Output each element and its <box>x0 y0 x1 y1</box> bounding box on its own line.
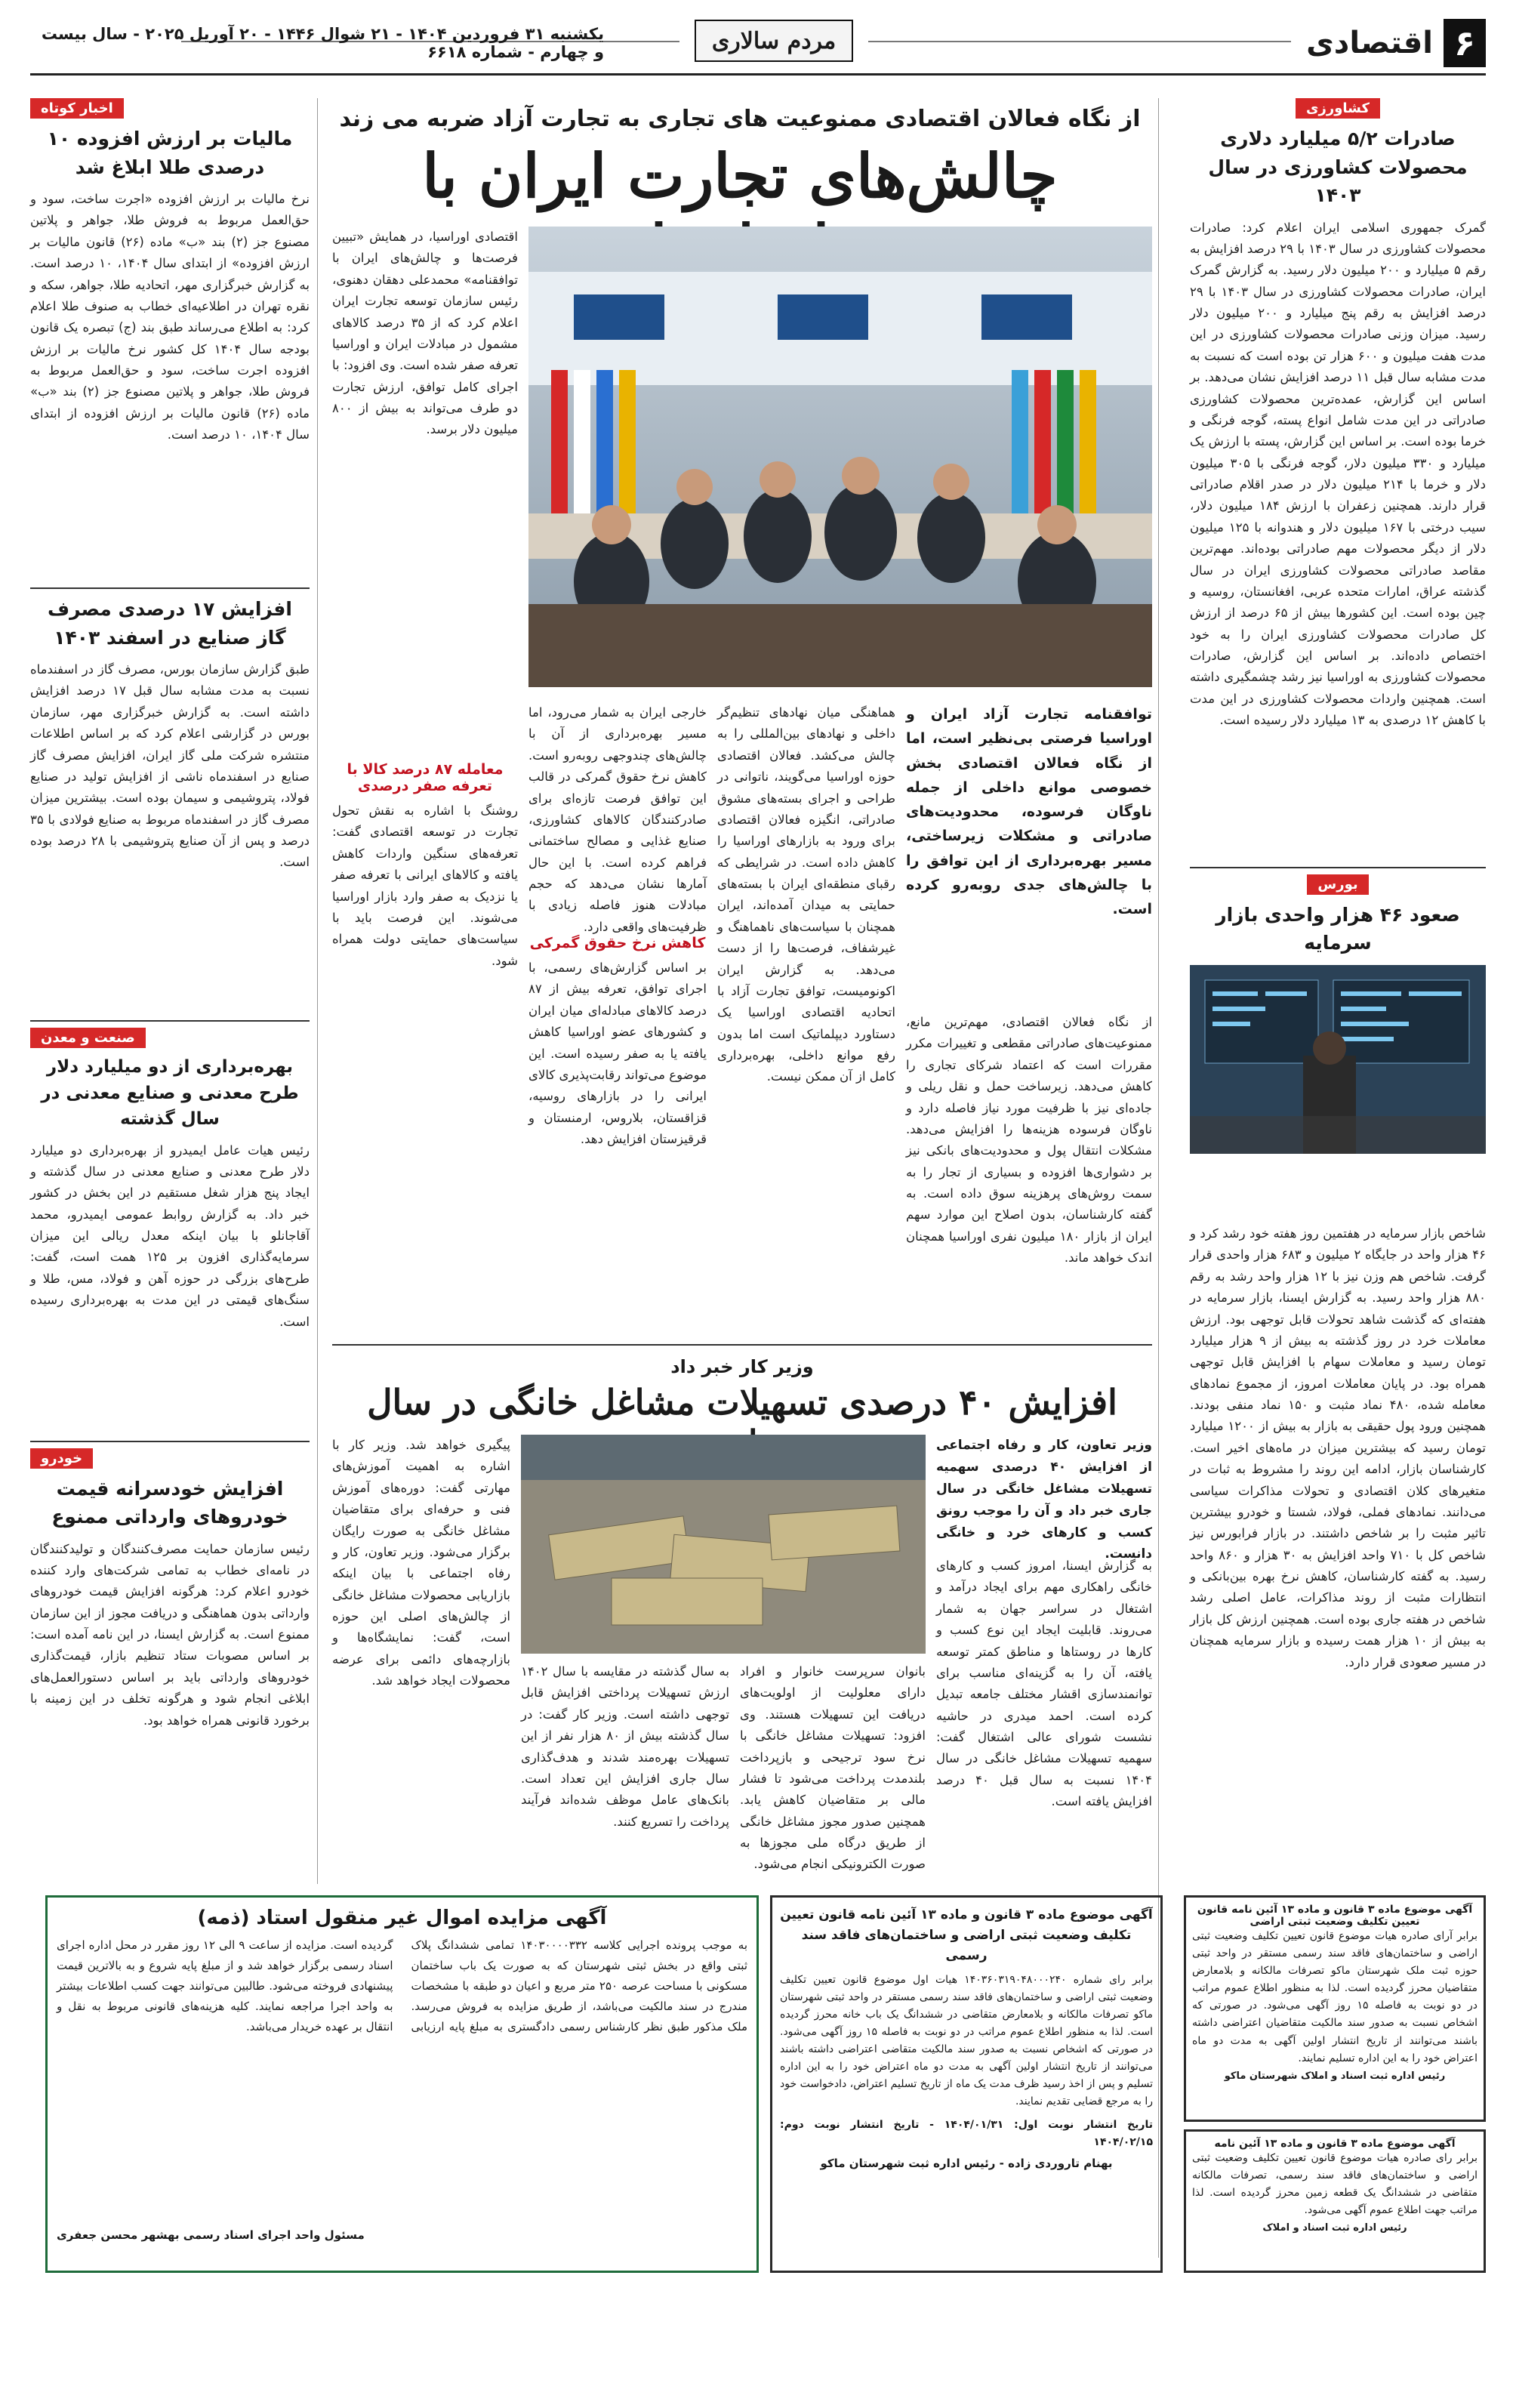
page-number: ۶ <box>1444 19 1486 67</box>
kicker-short-news: اخبار کوتاه <box>30 98 124 119</box>
section-divider <box>332 1344 1152 1346</box>
notice-1-body: برابر آرای صادره هیات موضوع قانون تعیین تکلیف وضعیت ثبتی اراضی و ساختمان‌های فاقد سند رسمی مستقر در واحد ثبتی حوزه ثبت ملک شهرستان ماکو تصرفات مالکانه و بلامعارض متقاضیان محرز گردیده است. لذا به منظور اطلاع عموم مراتب در دو نوبت به فاصله ۱۵ روز آگهی می‌شود. در صورتی که اشخاص نسبت به صدور سند مالکیت متقاضیان اعتراضی داشته باشند می‌توانند از تاریخ انتشار اولین آگهی به مدت دو ماه اعتراض خود را به این اداره تسلیم نمایند. <box>1192 1930 1478 2064</box>
section-name: اقتصادی <box>1306 26 1433 60</box>
zero-tariff-subhead: معامله ۸۷ درصد کالا با تعرفه صفر درصدی <box>347 761 504 794</box>
customs-subhead: کاهش نرخ حقوق گمرکی <box>529 935 706 951</box>
bottom-col-3: به سال گذشته در مقایسه با سال ۱۴۰۲ ارزش تسهیلات پرداختی افزایش قابل توجهی داشته است. وزیر کار گفت: در سال گذشته بیش از ۸۰ هزار نفر از این تسهیلات بهره‌مند شدند و هدف‌گذاری سال جاری افزایش این تعداد است. بانک‌های عامل موظف شده‌اند فرآیند پرداخت را تسریع کنند. <box>521 1664 729 1829</box>
legal-notice-4 <box>1184 2129 1486 2273</box>
kicker-agriculture: کشاورزی <box>1296 98 1380 119</box>
divider <box>30 587 310 589</box>
bottom-col-4: پیگیری خواهد شد. وزیر کار با اشاره به اهمیت آموزش‌های مهارتی گفت: دوره‌های آموزش فنی و حرفه‌ای برای متقاضیان مشاغل خانگی به صورت رایگان برگزار می‌شود. وزیر تعاون، کار و رفاه اجتماعی با بیان اینکه بازاریابی محصولات مشاغل خانگی از چالش‌های اصلی این حوزه است، گفت: نمایشگاه‌ها و بازارچه‌های دائمی برای عرضه محصولات ایجاد خواهد شد. <box>332 1438 510 1688</box>
kicker-auto: خودرو <box>30 1448 93 1469</box>
main-col-3-text-b: بر اساس گزارش‌های رسمی، با اجرای توافق، تعرفه بیش از ۸۷ درصد کالاهای مبادله‌ای میان ایران و کشورهای عضو اوراسیا کاهش یافته یا به صفر رسیده است. این موضوع می‌تواند رقابت‌پذیری کالای ایرانی را در بازارهای روسیه، قزاقستان، بلاروس، ارمنستان و قرقیزستان افزایش دهد. <box>528 960 707 1146</box>
notice-2-body: برابر رای شماره ۱۴۰۳۶۰۳۱۹۰۴۸۰۰۰۲۴۰ هیات اول موضوع قانون تعیین تکلیف وضعیت ثبتی اراضی و ساختمان‌های فاقد سند رسمی مستقر در واحد ثبتی شهرستان ماکو تصرفات مالکانه و بلامعارض متقاضی در ششدانگ یک باب خانه محرز گردیده است. لذا به منظور اطلاع عموم مراتب در دو نوبت به فاصله ۱۵ روز آگهی می‌شود. در صورتی که اشخاص نسبت به صدور سند مالکیت متقاضی اعتراضی داشته باشند می‌توانند از تاریخ انتشار اولین آگهی به مدت دو ماه اعتراض خود را به این اداره تسلیم و پس از اخذ رسید ظرف مدت یک ماه از تاریخ تسلیم اعتراض، دادخواست خود را به مرجع قضایی تقدیم نمایند. <box>780 1973 1154 2108</box>
main-col-4-text-b: روشنگ با اشاره به نقش تحول تجارت در توسعه اقتصادی گفت: تعرفه‌های سنگین واردات کاهش یافته و کالاهای ایرانی با تعرفه صفر یا نزدیک به صفر وارد بازار اوراسیا می‌شوند. این فرصت باید با سیاست‌های حمایتی دولت همراه شود. <box>332 803 518 968</box>
left-column <box>30 98 310 1880</box>
masthead-rule <box>868 41 1291 42</box>
gas-body: طبق گزارش سازمان بورس، مصرف گاز در اسفندماه نسبت به مدت مشابه سال قبل ۱۷ درصد افزایش داشته است. به گزارش خبرگزاری مهر، سازمان بورس در گزارشی اعلام کرد که بر اساس اطلاعات منتشره شرکت ملی گاز ایران، افزایش مصرف گاز صنایع در اسفندماه ناشی از افزایش تولید در صنایع فولاد، پتروشیمی و سیمان بوده است. بیشترین میزان مصرف گاز در اسفندماه مربوط به صنایع فولادی با ۳۵ درصد و پس از آن صنایع پتروشیمی با ۲۸ درصد بوده است. <box>30 662 310 870</box>
auction-signature: مسئول واحد اجرای اسناد رسمی بهشهر محسن جعفری <box>57 2228 365 2242</box>
notice-2-signature: بهنام تاروردی زاده - رئیس اداره ثبت شهرستان ماکو <box>820 2156 1113 2170</box>
banknotes-illustration <box>521 1435 926 1654</box>
auto-body: رئیس سازمان حمایت مصرف‌کنندگان و تولیدکنندگان در نامه‌ای خطاب به تمامی شرکت‌های وارد کننده خودرو اعلام کرد: هرگونه افزایش قیمت خودروهای وارداتی بدون هماهنگی و دریافت مجوز از این سازمان ممنوع است. به گزارش ایسنا، در این نامه آمده است: بر اساس مصوبات ستاد تنظیم بازار، قیمت‌گذاری خودروهای وارداتی باید بر اساس دستورالعمل‌های ابلاغی انجام شود و هرگونه تخلف در این زمینه با برخورد قانونی همراه خواهد بود. <box>30 1541 310 1728</box>
main-col-3-text: خارجی ایران به شمار می‌رود، اما مسیر بهره‌برداری از آن با چالش‌های چندوجهی روبه‌رو است. کاهش نرخ حقوق گمرکی در قالب این توافق فرصت تازه‌ای برای صادرکنندگان کالاهای کشاورزی، صنایع غذایی و مصالح ساختمانی فراهم کرده است. با این حال آمارها نشان می‌دهد که حجم مبادلات هنوز فاصله زیادی با ظرفیت‌های واقعی دارد. <box>528 705 707 934</box>
conference-illustration <box>528 227 1152 687</box>
masthead <box>30 14 1486 76</box>
notice-2-dates: تاریخ انتشار نوبت اول: ۱۴۰۴/۰۱/۳۱ - تاریخ انتشار نوبت دوم: ۱۴۰۴/۰۲/۱۵ <box>780 2119 1154 2149</box>
bottom-col-1: به گزارش ایسنا، امروز کسب و کارهای خانگی راهکاری مهم برای ایجاد درآمد و اشتغال در سراسر جهان به شمار می‌روند. قابلیت ایجاد این نوع کسب و کارها در روستاها و مناطق کمتر توسعه یافته، آن را به گزینه‌ای مناسب برای توانمندسازی اقشار مختلف جامعه تبدیل کرده است. احمد میدری در حاشیه نشست شورای عالی اشتغال گفت: سهمیه تسهیلات مشاغل خانگی در سال ۱۴۰۴ نسبت به سال قبل ۴۰ درصد افزایش یافته است. <box>936 1559 1153 1809</box>
gas-headline: افزایش ۱۷ درصدی مصرف گاز صنایع در اسفند ۱۴۰۳ <box>48 598 292 649</box>
column-divider <box>317 98 318 1884</box>
vat-gold-body: نرخ مالیات بر ارزش افزوده «اجرت ساخت، سود و حق‌العمل مربوط به فروش طلا، جواهر و پلاتین مصنوع جز (۲) بند «ب» ماده (۲۶) قانون مالیات بر ارزش افزوده» از ابتدای سال ۱۴۰۴، ۱۰ درصد است. به گزارش خبرگزاری مهر، اتحادیه طلا، جواهر، سکه و نقره تهران در اطلاعیه‌ای خطاب به صنوف طلا اعلام کرد: به اطلاع می‌رساند طبق بند (ج) تبصره یک قانون بودجه سال ۱۴۰۴ کل کشور نرخ مالیات بر ارزش افزوده اجرت ساخت، سود و حق‌العمل مربوط به فروش طلا، جواهر و پلاتین مصنوع جز (۲) بند «ب» ماده (۲۶) قانون مالیات بر ارزش افزوده از ابتدای سال ۱۴۰۴، ۱۰ درصد است. <box>30 192 310 442</box>
kicker-bourse: بورس <box>1307 874 1368 895</box>
bourse-body: شاخص بازار سرمایه در هفتمین روز هفته خود رشد کرد و ۴۶ هزار واحد در جایگاه ۲ میلیون و ۶۸۳ هزار واحدی قرار گرفت. شاخص هم وزن نیز با ۱۲ هزار واحد رشد به رقم ۸۸۰ هزار واحد رسید. به گزارش ایسنا، بازار سرمایه در هفته‌ای که گذشت شاهد تحولات قابل توجهی بود. ارزش معاملات خرد در روز گذشته به بیش از ۹ هزار میلیارد تومان رسید و معاملات سهام با افزایش قابل توجهی همراه بود. در پایان معاملات امروز، از مجموع نمادهای معامله شده، ۴۸۰ نماد مثبت و ۱۵۰ نماد منفی بودند. همچنین ورود پول حقیقی به بازار به بیش از ۱۲۰۰ میلیارد تومان رسید که بیشترین میزان در ماه‌های اخیر است. کارشناسان بازار، ادامه این روند را مشروط به ثبات در متغیرهای کلان اقتصادی و تحولات مذاکرات سیاسی می‌دانند. نمادهای فملی، فولاد، شستا و خودرو بیشترین تاثیر مثبت را بر شاخص داشتند. در بازار فرابورس نیز شاخص کل با ۷۱۰ واحد افزایش به ۳۰ هزار و ۸۶۰ واحد رسید. به گفته کارشناسان، کاهش نرخ بهره بین‌بانکی و انتظارات مثبت از روند مذاکرات، عامل اصلی رشد شاخص در هفته جاری بوده است. همچنین ارزش کل بازار به بیش از ۱۰ هزار همت رسیده و بازار سرمایه همچنان در مسیر صعودی قرار دارد. <box>1190 1226 1487 1670</box>
notice-4-body: برابر رای صادره هیات موضوع قانون تعیین تکلیف وضعیت ثبتی اراضی و ساختمان‌های فاقد سند رسمی، تصرفات مالکانه متقاضی در ششدانگ یک قطعه زمین محرز گردیده است. لذا مراتب جهت اطلاع عموم آگهی می‌شود. <box>1192 2152 1477 2217</box>
agri-body: گمرک جمهوری اسلامی ایران اعلام کرد: صادرات محصولات کشاورزی در سال ۱۴۰۳ با ۲۹ درصد افزایش به رقم ۵ میلیارد و ۲۰۰ میلیون دلار رسید. به گزارش گمرک ایران، صادرات محصولات کشاورزی در سال ۱۴۰۳ با ۲۹ درصد افزایش به رقم پنج میلیارد و ۲۰۰ میلیون دلار رسید. میزان وزنی صادرات محصولات کشاورزی در این مدت هفت میلیون و ۶۰۰ هزار تن بوده است که نسبت به مدت مشابه سال قبل ۱۱ درصد افزایش نشان می‌دهد. بر اساس این گزارش، عمده‌ترین محصولات کشاورزی صادراتی در این مدت شامل انواع پسته، گوجه فرنگی و خرما بوده است. بر اساس این گزارش، پسته با ارزش یک میلیارد و ۳۳۰ میلیون دلار، گوجه فرنگی با ۳۰۵ میلیون دلار و خرما با ۲۱۴ میلیون دلار در صدر اقلام صادراتی قرار دارند. همچنین زعفران با ارزش ۱۸۴ میلیون دلار، سیب درختی با ۱۶۷ میلیون دلار و هندوانه با ۱۲۵ میلیون دلار از دیگر محصولات مهم صادراتی بوده‌اند. مهم‌ترین مقاصد صادراتی محصولات کشاورزی ایران در سال گذشته عراق، امارات متحده عربی، افغانستان، روسیه و چین بوده است. این کشورها بیش از ۶۵ درصد از ارزش کل صادرات محصولات کشاورزی ایران را به خود اختصاص داده‌اند. بر اساس این گزارش، صادرات محصولات کشاورزی به اوراسیا نیز رشد چشمگیری داشته است. همچنین واردات محصولات کشاورزی در این مدت با کاهش ۱۲ درصدی به ۱۳ میلیارد دلار رسیده است. <box>1190 220 1487 728</box>
notice-4-signature: رئیس اداره ثبت اسناد و املاک <box>1262 2222 1407 2234</box>
right-column <box>1190 98 1486 1208</box>
legal-notice-2 <box>770 1895 1163 2273</box>
notice-2-title: آگهی موضوع ماده ۳ قانون و ماده ۱۳ آئین نامه قانون تعیین تکلیف وضعیت ثبتی اراضی و ساختمان‌های فاقد سند رسمی <box>780 1907 1153 1964</box>
notice-1-signature: رئیس اداره ثبت اسناد و املاک شهرستان ماکو <box>1224 2070 1446 2082</box>
mining-headline: بهره‌برداری از دو میلیارد دلار طرح معدنی و صنایع معدنی در سال گذشته <box>41 1057 299 1129</box>
bourse-headline: صعود ۴۶ هزار واحدی بازار سرمایه <box>1216 903 1460 954</box>
banknotes-photo <box>521 1435 926 1654</box>
auction-body: به موجب پرونده اجرایی کلاسه ۱۴۰۳۰۰۰۰۳۳۲ تمامی ششدانگ پلاک ثبتی واقع در بخش ثبتی شهرستان که به صورت یک باب ساختمان مسکونی با مساحت عرصه ۲۵۰ متر مربع و اعیان دو طبقه با مشخصات مندرج در سند مالکیت می‌باشد، از طریق مزایده به فروش می‌رسد. ملک مذکور طبق نظر کارشناس رسمی دادگستری به مبلغ پایه ارزیابی گردیده است. مزایده از ساعت ۹ الی ۱۲ روز مقرر در محل اداره اجرای اسناد رسمی برگزار خواهد شد و از مبلغ پایه شروع و به بالاترین قیمت پیشنهادی فروخته می‌شود. طالبین می‌توانند جهت کسب اطلاعات بیشتر به واحد اجرا مراجعه نمایند. کلیه هزینه‌های قانونی مربوط به نقل و انتقال بر عهده خریدار می‌باشد. <box>57 1938 747 2033</box>
newspaper-logo: مردم سالاری <box>695 20 853 62</box>
main-col-4 <box>332 227 518 1344</box>
agri-headline: صادرات ۵/۲ میلیارد دلاری محصولات کشاورزی در سال ۱۴۰۳ <box>1208 128 1468 206</box>
auction-notice <box>45 1895 759 2273</box>
divider <box>30 1020 310 1022</box>
bottom-lead: وزیر تعاون، کار و رفاه اجتماعی از افزایش ۴۰ درصدی سهمیه تسهیلات مشاغل خانگی در سال جاری خبر داد و آن را موجب رونق کسب و کارهای خرد و خانگی دانست. <box>936 1438 1152 1562</box>
legal-notice-1 <box>1184 1895 1486 2122</box>
stock-board-illustration <box>1190 965 1486 1154</box>
main-col-2: هماهنگی میان نهادهای تنظیم‌گر داخلی و نهادهای بین‌المللی را به چالش می‌کشد. فعالان اقتصادی حوزه اوراسیا می‌گویند، ناتوانی در طراحی و اجرای بسته‌های مشوق صادراتی، انگیزه فعالان اقتصادی برای ورود به بازارهای اوراسیا را کاهش داده است. در شرایطی که رقبای منطقه‌ای ایران با بسته‌های حمایتی به میدان آمده‌اند، ایران همچنان با سیاست‌های ناهماهنگ و غیرشفاف، فرصت‌ها را از دست می‌دهد. به گزارش ایران اکونومیست، توافق تجارت آزاد با اتحادیه اقتصادی اوراسیا یک دستاورد دیپلماتیک است اما بدون رفع موانع داخلی، بهره‌برداری کامل از آن ممکن نیست. <box>717 705 895 1084</box>
vat-gold-headline: مالیات بر ارزش افزوده ۱۰ درصدی طلا ابلاغ شد <box>47 128 293 178</box>
main-col-1b: از نگاه فعالان اقتصادی، مهم‌ترین مانع، ممنوعیت‌های صادراتی مقطعی و تغییرات مکرر مقررات است که اعتماد شرکای تجاری را کاهش می‌دهد. زیرساخت حمل و نقل ریلی و جاده‌ای نیز با ظرفیت مورد نیاز فاصله دارد و ناوگان فرسوده هزینه‌ها را افزایش می‌دهد. مشکلات انتقال پول و محدودیت‌های بانکی نیز بر دشواری‌ها افزوده و بسیاری از تجار را به سمت روش‌های پرهزینه سوق داده است. به گفته کارشناسان، بدون اصلاح این موارد سهم ایران از بازار ۱۸۰ میلیون نفری اوراسیا همچنان اندک خواهد ماند. <box>906 1015 1152 1266</box>
main-headline: چالش‌های تجارت ایران با <box>422 140 1058 211</box>
dateline: یکشنبه ۳۱ فروردین ۱۴۰۴ - ۲۱ شوال ۱۴۴۶ - ۲۰ آوریل ۲۰۲۵ - سال بیست و چهارم - شماره ۶۶۱۸ <box>41 25 604 61</box>
stock-market-photo <box>1190 965 1486 1154</box>
notice-1-title: آگهی موضوع ماده ۳ قانون و ماده ۱۳ آئین نامه قانون تعیین تکلیف وضعیت ثبتی اراضی <box>1197 1904 1473 1928</box>
main-lead: توافقنامه تجارت آزاد ایران و اوراسیا فرصتی بی‌نظیر است، اما از نگاه فعالان اقتصادی بخش خصوصی موانع داخلی از جمله ناوگان فرسوده، محدودیت‌های صادراتی و مشکلات زیرساختی، مسیر بهره‌برداری از این توافق را با چالش‌های جدی روبه‌رو کرده است. <box>906 706 1152 918</box>
auction-title: آگهی مزایده اموال غیر منقول استاد (ذمه) <box>197 1907 607 1929</box>
main-col-3 <box>528 702 707 1344</box>
divider <box>1190 867 1486 868</box>
kicker-industry: صنعت و معدن <box>30 1028 146 1048</box>
auto-headline: افزایش خودسرانه قیمت خودروهای وارداتی ممنوع <box>51 1477 288 1528</box>
main-supertitle: از نگاه فعالان اقتصادی ممنوعیت های تجاری به تجارت آزاد ضربه می زند <box>339 106 1141 132</box>
bottom-col-2: بانوان سرپرست خانوار و افراد دارای معلولیت از اولویت‌های دریافت این تسهیلات هستند. وی افزود: تسهیلات مشاغل خانگی با نرخ سود ترجیحی و بازپرداخت بلندمدت پرداخت می‌شود تا فشار مالی بر متقاضیان کاهش یابد. همچنین صدور مجوز مشاغل خانگی از طریق درگاه ملی مجوزها به صورت الکترونیکی انجام می‌شود. <box>740 1664 926 1872</box>
section-header <box>1306 17 1486 69</box>
divider <box>30 1441 310 1442</box>
notice-4-title: آگهی موضوع ماده ۳ قانون و ماده ۱۳ آئین نامه <box>1214 2138 1456 2150</box>
conference-photo <box>528 227 1152 687</box>
bottom-supertitle: وزیر کار خبر داد <box>670 1356 814 1377</box>
bottom-headline: افزایش ۴۰ درصدی تسهیلات مشاغل خانگی در سال <box>367 1382 1117 1423</box>
mining-body: رئیس هیات عامل ایمیدرو از بهره‌برداری دو میلیارد دلار طرح معدنی و صنایع معدنی در سال گذشته و ایجاد پنج هزار شغل مستقیم در این بخش در کشور خبر داد. به گزارش روابط عمومی ایمیدرو، محمد آقاجانلو با بیان اینکه معدل ریالی این میزان سرمایه‌گذاری افزون بر ۱۲۵ همت است، گفت: طرح‌های بزرگی در حوزه آهن و فولاد، مس، طلا و سنگ‌های قیمتی در این مدت به بهره‌برداری رسیده است. <box>30 1142 310 1329</box>
main-col-4-text: اقتصادی اوراسیا، در همایش «تبیین فرصت‌ها و چالش‌های ایران با توافقنامه» محمدعلی دهقان دهنوی، رئیس سازمان توسعه تجارت ایران اعلام کرد که از ۳۵ درصد کالاهای مشمول در مبادلات ایران و اوراسیا تعرفه صفر شده است. وی افزود: با اجرای کامل توافق، ارزش تجارت دو طرف می‌تواند به بیش از ۸۰۰ میلیون دلار برسد. <box>332 230 518 437</box>
